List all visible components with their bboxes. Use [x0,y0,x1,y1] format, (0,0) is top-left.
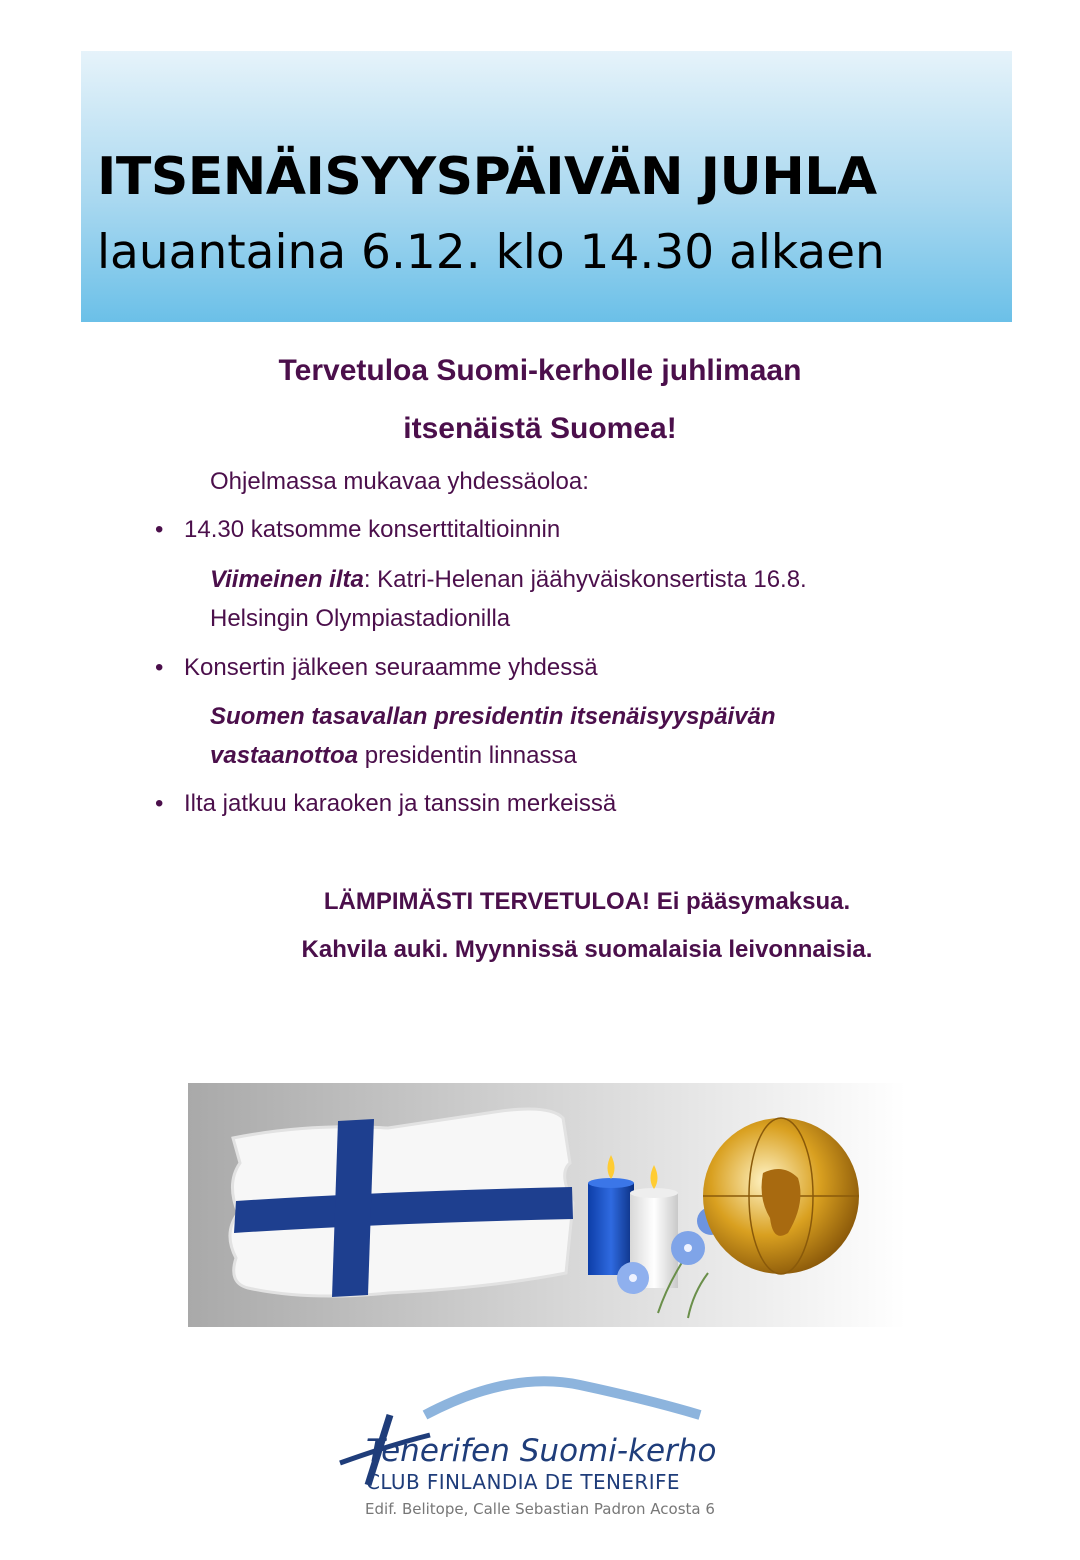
welcome-heading [0,342,1080,458]
program-item-3: Ilta jatkuu karaoken ja tanssin merkeissä [184,790,617,817]
bullet-1: • [155,516,164,543]
header-banner [81,51,1012,322]
welcome-line-1: Tervetuloa Suomi-kerholle juhlimaan [278,354,802,387]
reception-location: presidentin linnassa [358,742,577,769]
reception-name-line-2: vastaanottoa [210,742,359,769]
mountain-shape [425,1381,700,1415]
bullet-3: • [155,790,164,817]
independence-day-image [188,1083,906,1327]
blue-candle-top [588,1178,634,1188]
event-date: lauantaina 6.12. klo 14.30 alkaen [97,225,885,280]
program-item-2: Konsertin jälkeen seuraamme yhdessä [184,654,598,681]
white-candle-top [630,1188,678,1198]
finnish-flag [230,1109,573,1297]
program-intro: Ohjelmassa mukavaa yhdessäoloa: [210,468,589,495]
program-item-1-venue: Helsingin Olympiastadionilla [210,605,511,632]
welcome-line-2: itsenäistä Suomea! [403,412,677,445]
program-item-1-detail [210,566,807,594]
blue-candle-body [588,1183,634,1275]
flower-1-center [684,1244,692,1252]
flag-vertical-cross [332,1119,374,1297]
concert-description: : Katri-Helenan jäähyväiskonsertista 16.8. [363,566,807,593]
club-name: Tenerifen Suomi-kerho [366,1433,717,1469]
closing-line-1: LÄMPIMÄSTI TERVETULOA! Ei pääsymaksua. [323,888,851,915]
club-address: Edif. Belitope, Calle Sebastian Padron Acosta 6 [365,1500,715,1518]
bullet-2: • [155,654,164,681]
program-item-2-detail [210,742,577,770]
club-subtitle: CLUB FINLANDIA DE TENERIFE [366,1470,680,1494]
flower-2-center [629,1274,637,1282]
concert-name: Viimeinen ilta [210,566,364,593]
closing-line-2: Kahvila auki. Myynnissä suomalaisia leivonnaisia. [301,936,873,963]
event-title: ITSENÄISYYSPÄIVÄN JUHLA [97,147,877,207]
golden-globe [703,1118,859,1274]
program-item-1: 14.30 katsomme konserttitaltioinnin [184,516,561,543]
reception-name-line-1: Suomen tasavallan presidentin itsenäisyyspäivän [210,703,776,730]
